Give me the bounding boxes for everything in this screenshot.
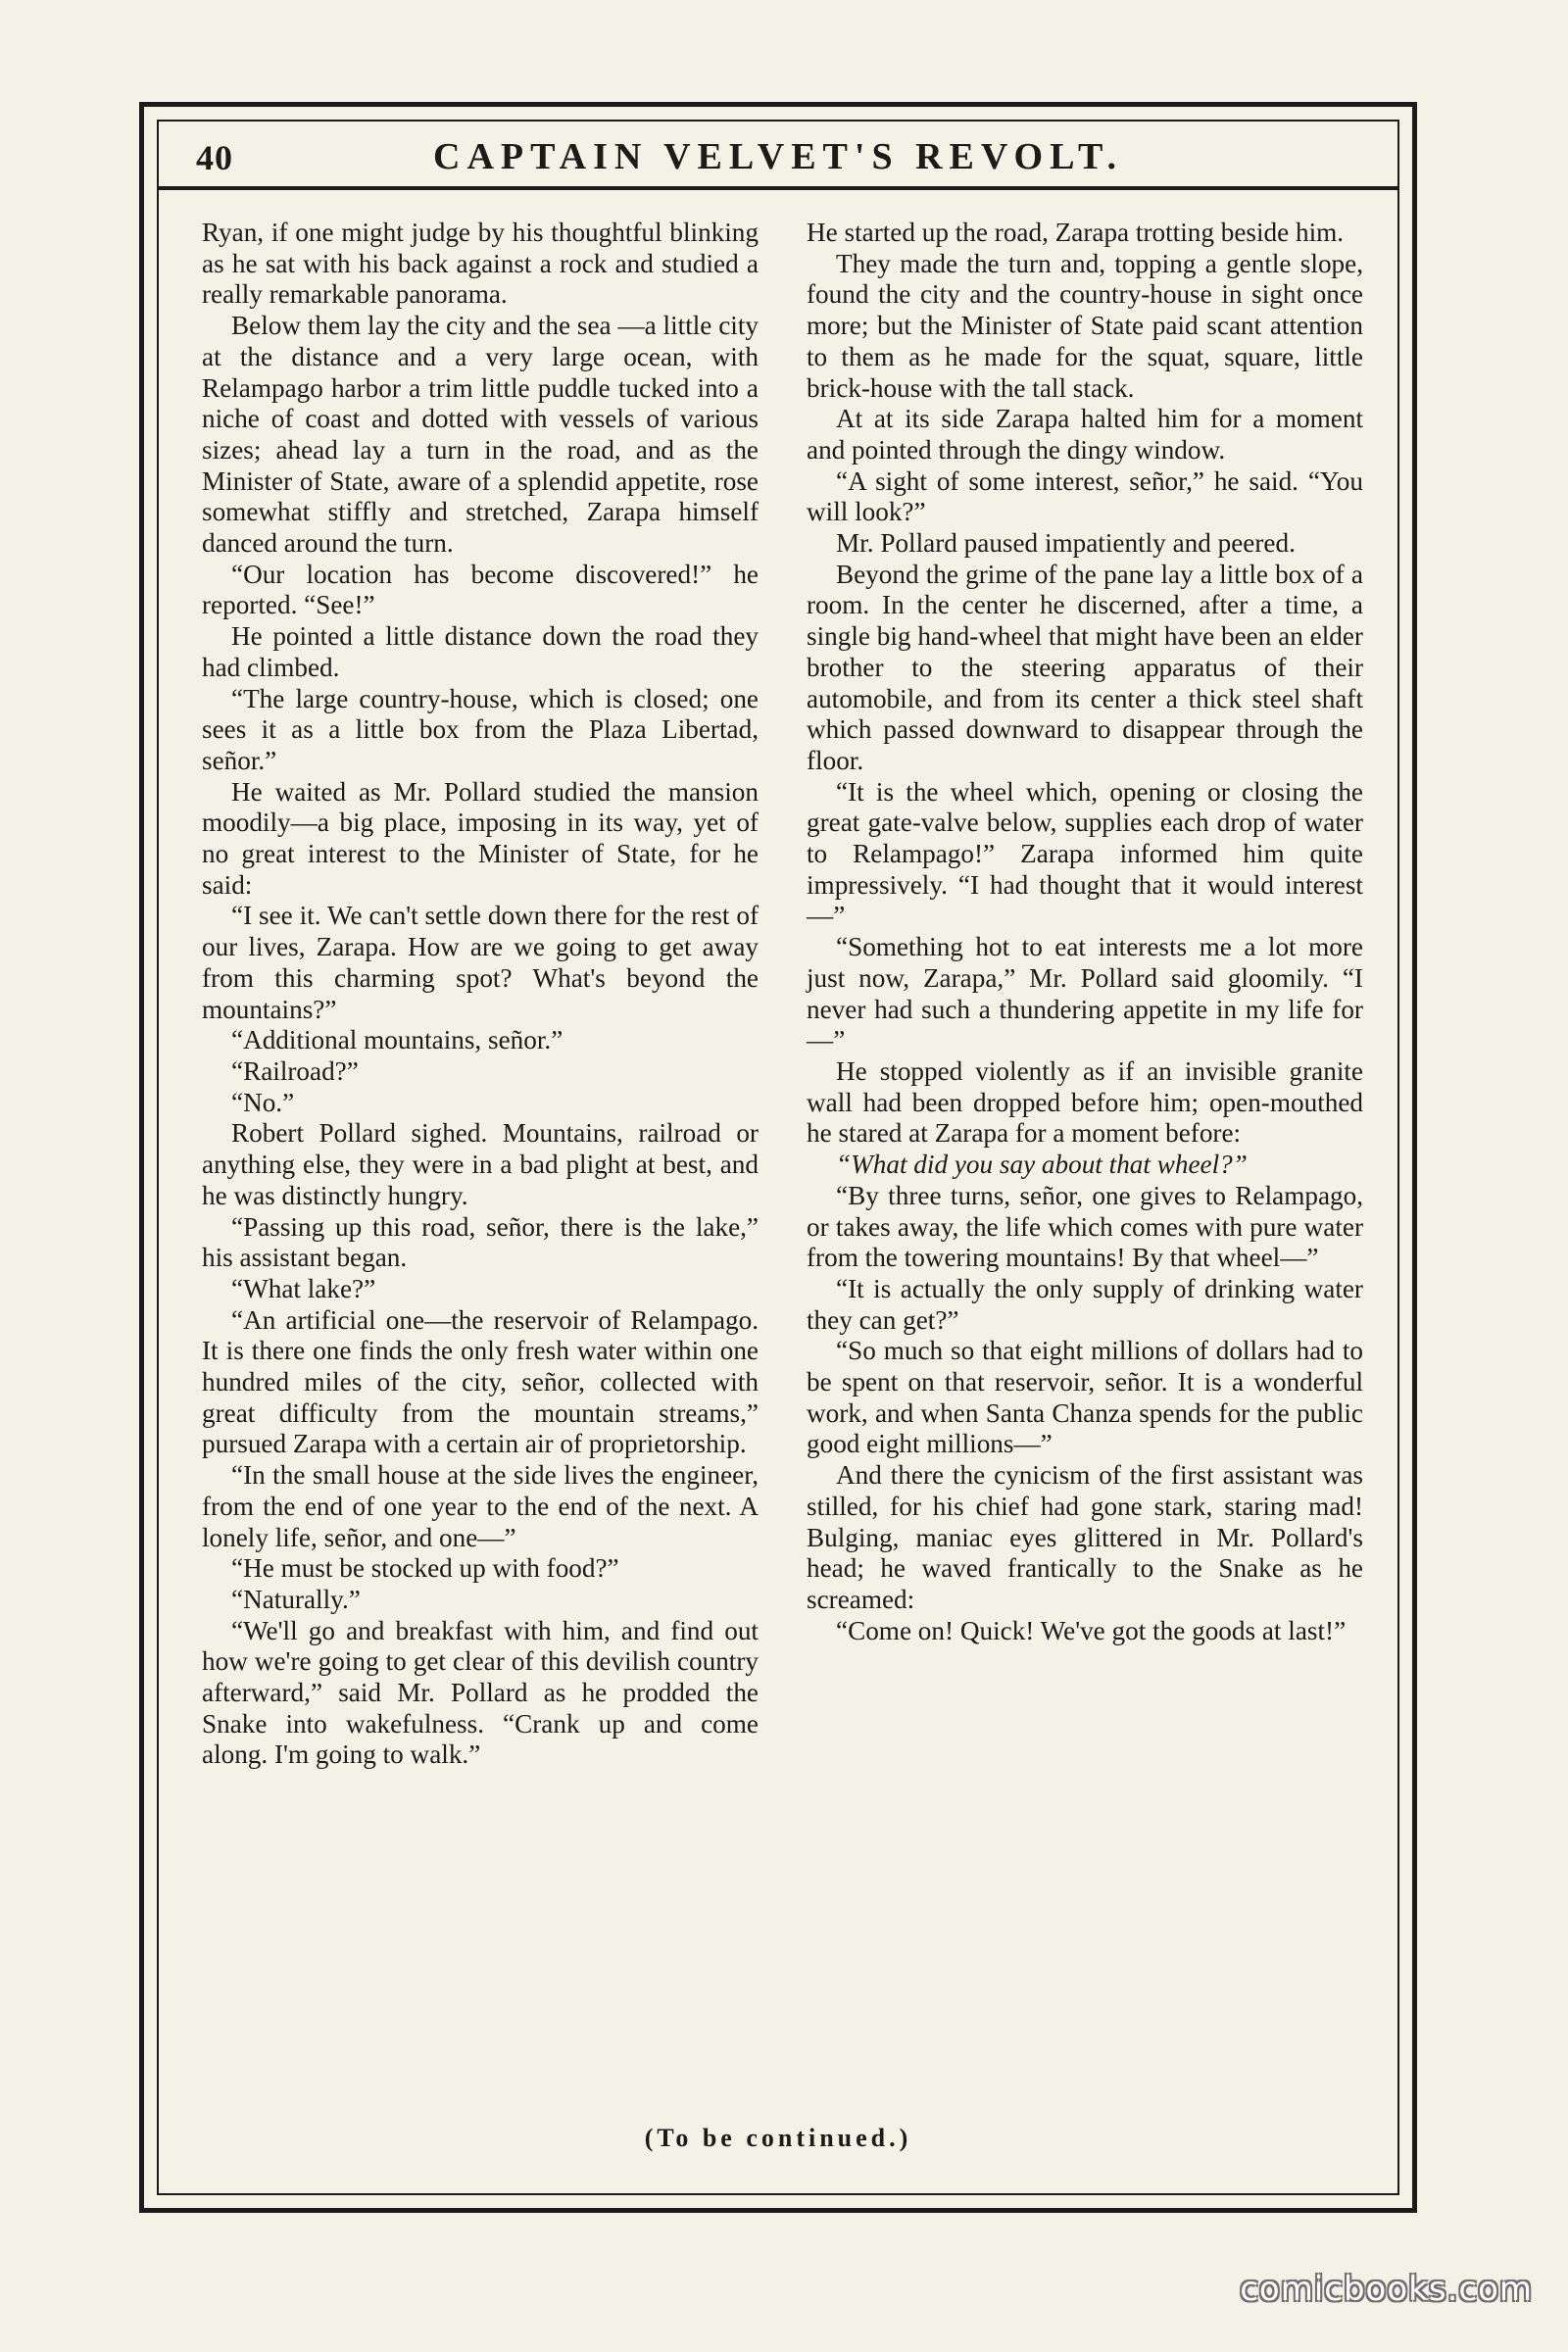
paragraph: “By three turns, señor, one gives to Relampago, or takes away, the life which comes with pure water from the towering mountains! By that wheel—” <box>807 1180 1363 1273</box>
paragraph: “No.” <box>231 1087 295 1117</box>
paragraph: “Something hot to eat interests me a lot more just now, Zarapa,” Mr. Pollard said gloomily. “I never had such a thundering appetite in my life for—” <box>807 932 1363 1055</box>
paragraph: “Come on! Quick! We've got the goods at last!” <box>836 1615 1347 1645</box>
paragraph: “Our location has become discovered!” he reported. “See!” <box>202 559 759 620</box>
left-column <box>202 218 759 1771</box>
paragraph: “Passing up this road, señor, there is the lake,” his assistant began. <box>202 1211 759 1273</box>
site-watermark: comicbooks.com <box>1240 2270 1533 2309</box>
paragraph: “The large country-house, which is closed; one sees it as a little box from the Plaza Libertad, señor.” <box>202 683 759 775</box>
paragraph: “Railroad?” <box>231 1055 359 1086</box>
running-header <box>157 122 1399 190</box>
paragraph: Beyond the grime of the pane lay a little box of a room. In the center he discerned, after a time, a single big hand-wheel that might have been an elder brother to the steering apparatus of their automobile, and from its center a thick steel shaft which passed downward to disappear through the floor. <box>807 559 1363 775</box>
paragraph: He stopped violently as if an invisible granite wall had been dropped before him; open-mouthed he stared at Zarapa for a moment before: <box>807 1055 1363 1149</box>
story-title: CAPTAIN VELVET'S REVOLT. <box>433 136 1123 177</box>
right-column <box>807 218 1363 1646</box>
paragraph: He pointed a little distance down the road they had climbed. <box>202 621 759 682</box>
paragraph: And there the cynicism of the first assistant was stilled, for his chief had gone stark, staring mad! Bulging, maniac eyes glittered in Mr. Pollard's head; he waved frantically to the Snake as he screamed: <box>807 1460 1363 1614</box>
paragraph: “I see it. We can't settle down there for the rest of our lives, Zarapa. How are we going to get away from this charming spot? What's beyond the mountains?” <box>202 901 759 1024</box>
paragraph: Below them lay the city and the sea —a little city at the distance and a very large ocean, with Relampago harbor a trim little puddle tucked into a niche of coast and dotted with vessels of various sizes; ahead lay a turn in the road, and as the Minister of State, aware of a splendid appetite, rose somewhat stiffly and stretched, Zarapa himself danced around the turn. <box>202 311 759 559</box>
paragraph: Robert Pollard sighed. Mountains, railroad or anything else, they were in a bad plight at best, and he was distinctly hungry. <box>202 1118 759 1210</box>
paragraph: “Additional mountains, señor.” <box>231 1025 564 1055</box>
paragraph: At at its side Zarapa halted him for a moment and pointed through the dingy window. <box>807 404 1363 465</box>
paragraph: “In the small house at the side lives the engineer, from the end of one year to the end of the next. A lonely life, señor, and one—” <box>202 1460 759 1552</box>
paragraph: “It is actually the only supply of drinking water they can get?” <box>807 1273 1363 1335</box>
paragraph: “He must be stocked up with food?” <box>231 1553 619 1584</box>
paragraph: Ryan, if one might judge by his thoughtful blinking as he sat with his back against a rock and studied a really remarkable panorama. <box>202 218 759 310</box>
paragraph: “We'll go and breakfast with him, and find out how we're going to get clear of this devilish country afterward,” said Mr. Pollard as he prodded the Snake into wakefulness. “Crank up and come along. I'm going to walk.” <box>202 1615 759 1770</box>
page-number: 40 <box>196 138 233 177</box>
to-be-continued-note: (To be continued.) <box>644 2124 912 2152</box>
paragraph: “Naturally.” <box>231 1584 361 1614</box>
paragraph: “A sight of some interest, señor,” he said. “You will look?” <box>807 466 1363 527</box>
paragraph: He started up the road, Zarapa trotting beside him. <box>807 218 1345 247</box>
paragraph: “What did you say about that wheel?” <box>836 1150 1248 1180</box>
paragraph: He waited as Mr. Pollard studied the mansion moodily—a big place, imposing in its way, yet of no great interest to the Minister of State, for he said: <box>202 776 759 900</box>
paragraph: “So much so that eight millions of dollars had to be spent on that reservoir, señor. It is a wonderful work, and when Santa Chanza spends for the public good eight millions—” <box>807 1336 1363 1459</box>
paragraph: Mr. Pollard paused impatiently and peered. <box>836 528 1296 559</box>
paragraph: “An artificial one—the reservoir of Relampago. It is there one finds the only fresh water within one hundred miles of the city, señor, collected with great difficulty from the mountain streams,” pursued Zarapa with a certain air of proprietorship. <box>202 1304 759 1459</box>
paragraph: They made the turn and, topping a gentle slope, found the city and the country-house in sight once more; but the Minister of State paid scant attention to them as he made for the squat, square, little brick-house with the tall stack. <box>807 248 1363 403</box>
paragraph: “What lake?” <box>231 1273 376 1303</box>
paragraph: “It is the wheel which, opening or closing the great gate-valve below, supplies each drop of water to Relampago!” Zarapa informed him quite impressively. “I had thought that it would interest—” <box>807 776 1363 931</box>
